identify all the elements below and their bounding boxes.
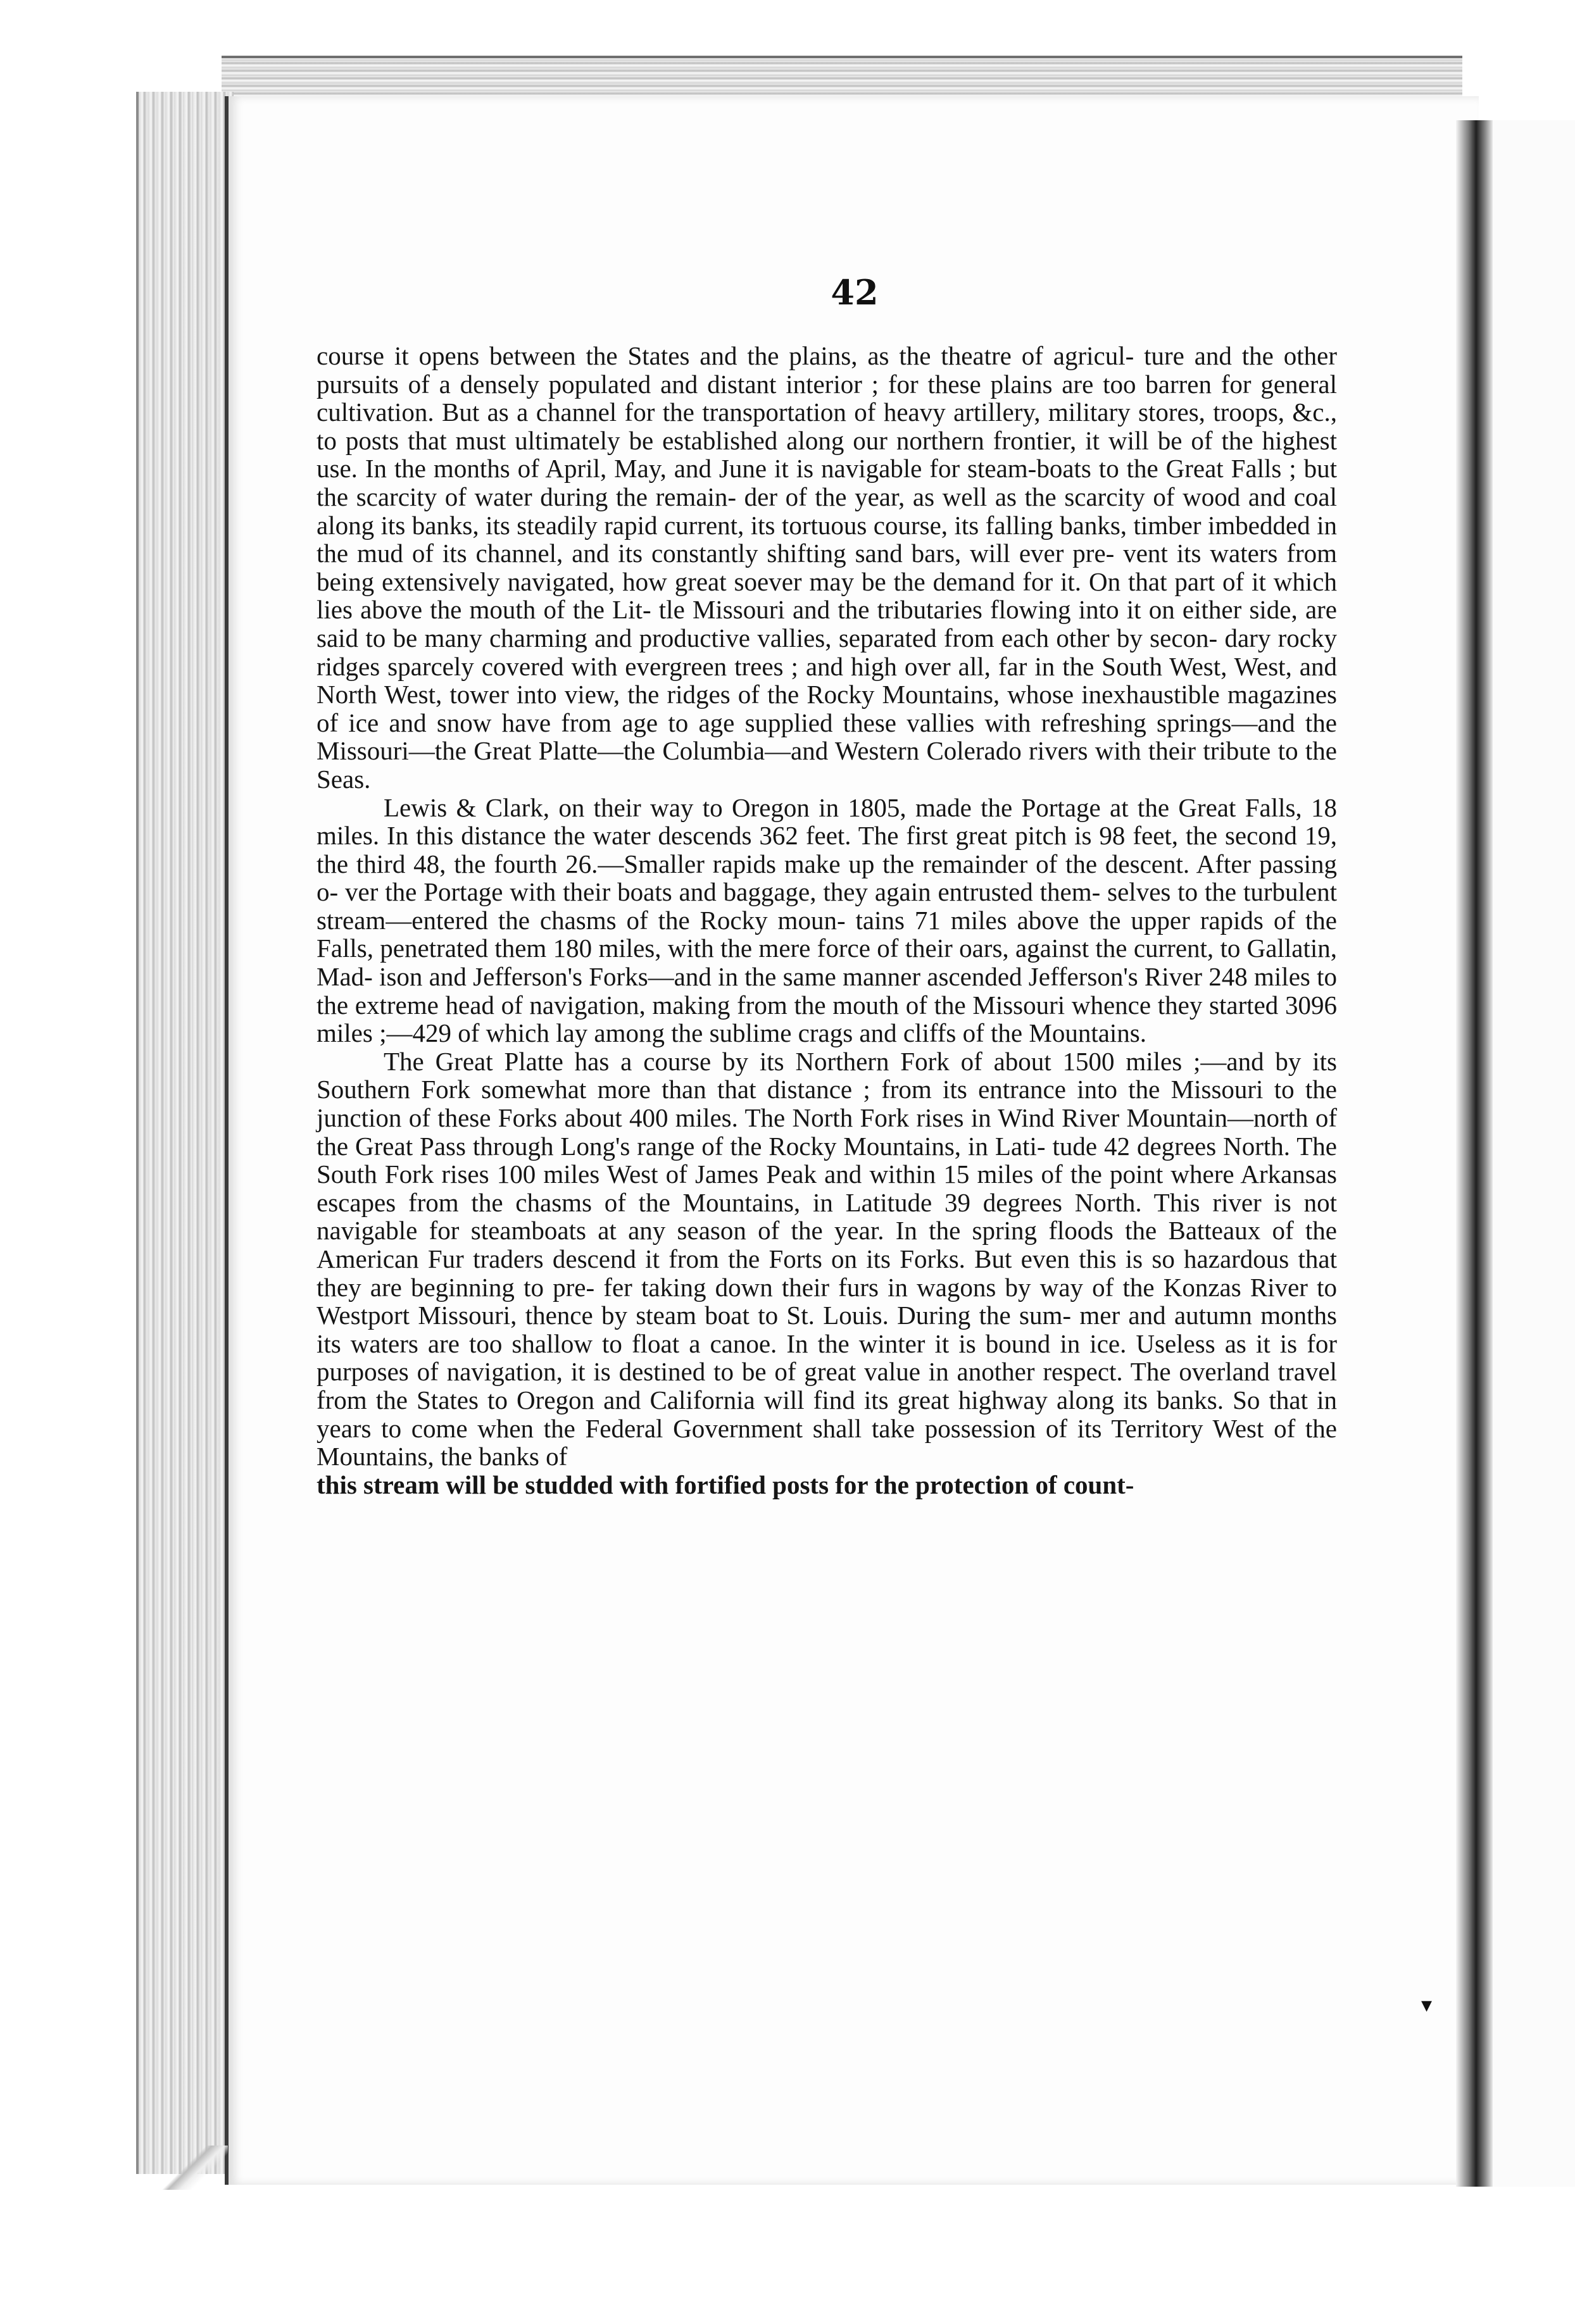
paragraph-1: course it opens between the States and the plains, as the theatre of agricul- ture and the other pursuits of a densely populated and distant interior ; for these plains are too barren for general cultivation. But as a channel for the transportation of heavy artillery, military stores, troops, &c., to posts that must ultimately be established along our northern frontier, it will be of the highest use. In the months of April, May, and June it is navigable for steam-boats to the Great Falls ; but the scarcity of water during the remain- der of the year, as well as the scarcity of wood and coal along its banks, its steadily rapid current, its tortuous course, its falling banks, timber imbedded in the mud of its channel, and its constantly shifting sand bars, will ever pre- vent its waters from being extensively navigated, how great soever may be the demand for it. On that part of it which lies above the mouth of the Lit- tle Missouri and the tributaries flowing into it on either side, are said to be many charming and productive vallies, separated from each other by secon- dary rocky ridges sparcely covered with evergreen trees ; and high over all, far in the South West, West, and North West, tower into view, the ridges of the Rocky Mountains, whose inexhaustible magazines of ice and snow have from age to age supplied these vallies with refreshing springs—and the Missouri—the Great Platte—the Columbia—and Western Colerado rivers with their tribute to the Seas. [317,341,1337,794]
page-stack-top-edge [222,56,1462,99]
paragraph-2: Lewis & Clark, on their way to Oregon in 1805, made the Portage at the Great Falls, 18 miles. In this distance the water descends 362 feet. The first great pitch is 98 feet, the second 19, the third 48, the fourth 26.—Smaller rapids make up the remainder of the descent. After passing o- ver the Portage with their boats and baggage, they again entrusted them- selves to the turbulent stream—entered the chasms of the Rocky moun- tains 71 miles above the upper rapids of the Falls, penetrated them 180 miles, with the mere force of their oars, against the current, to Gallatin, Mad- ison and Jefferson's Forks—and in the same manner ascended Jefferson's River 248 miles to the extreme head of navigation, making from the mouth of the Missouri whence they started 3096 miles ;—429 of which lay among the sublime crags and cliffs of the Mountains. [317,792,1337,1048]
page-number: 42 [831,272,879,313]
page-corner-curl [152,2146,228,2190]
adjacent-page-edge [1493,120,1575,2187]
final-line: this stream will be studded with fortified posts for the protection of count- [317,1470,1134,1499]
page-stack-left-edge [136,92,234,2174]
page-text [317,342,1337,1499]
book-gutter [1456,120,1493,2187]
margin-mark: ▾ [1421,1992,1433,2018]
paragraph-3: The Great Platte has a course by its Northern Fork of about 1500 miles ;—and by its Southern Fork somewhat more than that distance ; from its entrance into the Missouri to the junction of these Forks about 400 miles. The North Fork rises in Wind River Mountain—north of the Great Pass through Long's range of the Rocky Mountains, in Lati- tude 42 degrees North. The South Fork rises 100 miles West of James Peak and within 15 miles of the point where Arkansas escapes from the chasms of the Mountains, in Latitude 39 degrees North. This river is not navigable for steamboats at any season of the year. In the spring floods the Batteaux of the American Fur traders descend it from the Forts on its Forks. But even this is so hazardous that they are beginning to pre- fer taking down their furs in wagons by way of the Konzas River to Westport Missouri, thence by steam boat to St. Louis. During the sum- mer and autumn months its waters are too shallow to float a canoe. In the winter it is bound in ice. Useless as it is for purposes of navigation, it is destined to be of great value in another respect. The overland travel from the States to Oregon and California will find its great highway along its banks. So that in years to come when the Federal Government shall take possession of its Territory West of the Mountains, the banks of [317,1046,1337,1471]
